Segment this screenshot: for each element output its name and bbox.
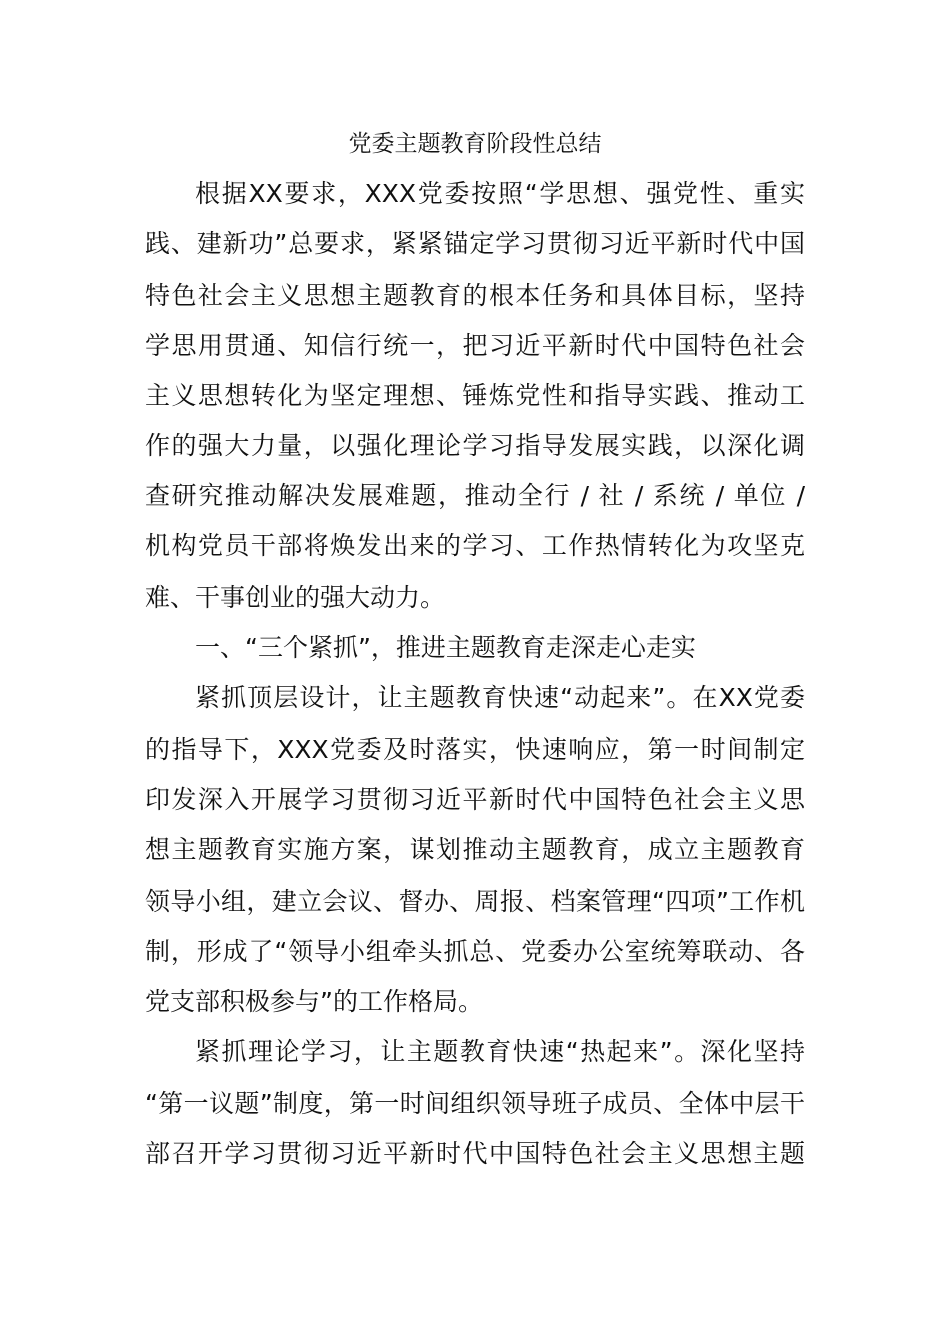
- text-line: 根据XX要求，XXX党委按照“学思想、强党性、重实: [195, 179, 805, 208]
- section-heading: 一、“三个紧抓”，推进主题教育走深走心走实: [195, 633, 696, 662]
- text-line: 难、干事创业的强大动力。: [145, 583, 446, 612]
- text-line: 践、建新功”总要求，紧紧锚定学习贯彻习近平新时代中国: [145, 229, 805, 258]
- text-line: 制，形成了“领导小组牵头抓总、党委办公室统筹联动、各: [145, 937, 805, 966]
- text-line: 学思用贯通、知信行统一，把习近平新时代中国特色社会: [145, 331, 805, 360]
- text-line: 紧抓顶层设计，让主题教育快速“动起来”。在XX党委: [195, 683, 805, 712]
- text-line: “第一议题”制度，第一时间组织领导班子成员、全体中层干: [145, 1089, 805, 1118]
- text-line: 机构党员干部将焕发出来的学习、工作热情转化为攻坚克: [145, 531, 805, 560]
- text-line: 主义思想转化为坚定理想、锤炼党性和指导实践、推动工: [145, 381, 805, 410]
- text-line: 的指导下，XXX党委及时落实，快速响应，第一时间制定: [145, 735, 805, 764]
- text-line: 领导小组，建立会议、督办、周报、档案管理“四项”工作机: [145, 887, 805, 916]
- text-line: 特色社会主义思想主题教育的根本任务和具体目标，坚持: [145, 281, 805, 310]
- text-line: 作的强大力量，以强化理论学习指导发展实践，以深化调: [145, 431, 805, 460]
- text-line: 党支部积极参与”的工作格局。: [145, 987, 483, 1016]
- text-line: 想主题教育实施方案，谋划推动主题教育，成立主题教育: [145, 835, 805, 864]
- document-title: 党委主题教育阶段性总结: [348, 131, 602, 157]
- text-line: 部召开学习贯彻习近平新时代中国特色社会主义思想主题: [145, 1139, 805, 1168]
- text-line: 印发深入开展学习贯彻习近平新时代中国特色社会主义思: [145, 785, 805, 814]
- text-line: 紧抓理论学习，让主题教育快速“热起来”。深化坚持: [195, 1037, 805, 1066]
- text-line: 查研究推动解决发展难题，推动全行 / 社 / 系统 / 单位 /: [145, 481, 805, 510]
